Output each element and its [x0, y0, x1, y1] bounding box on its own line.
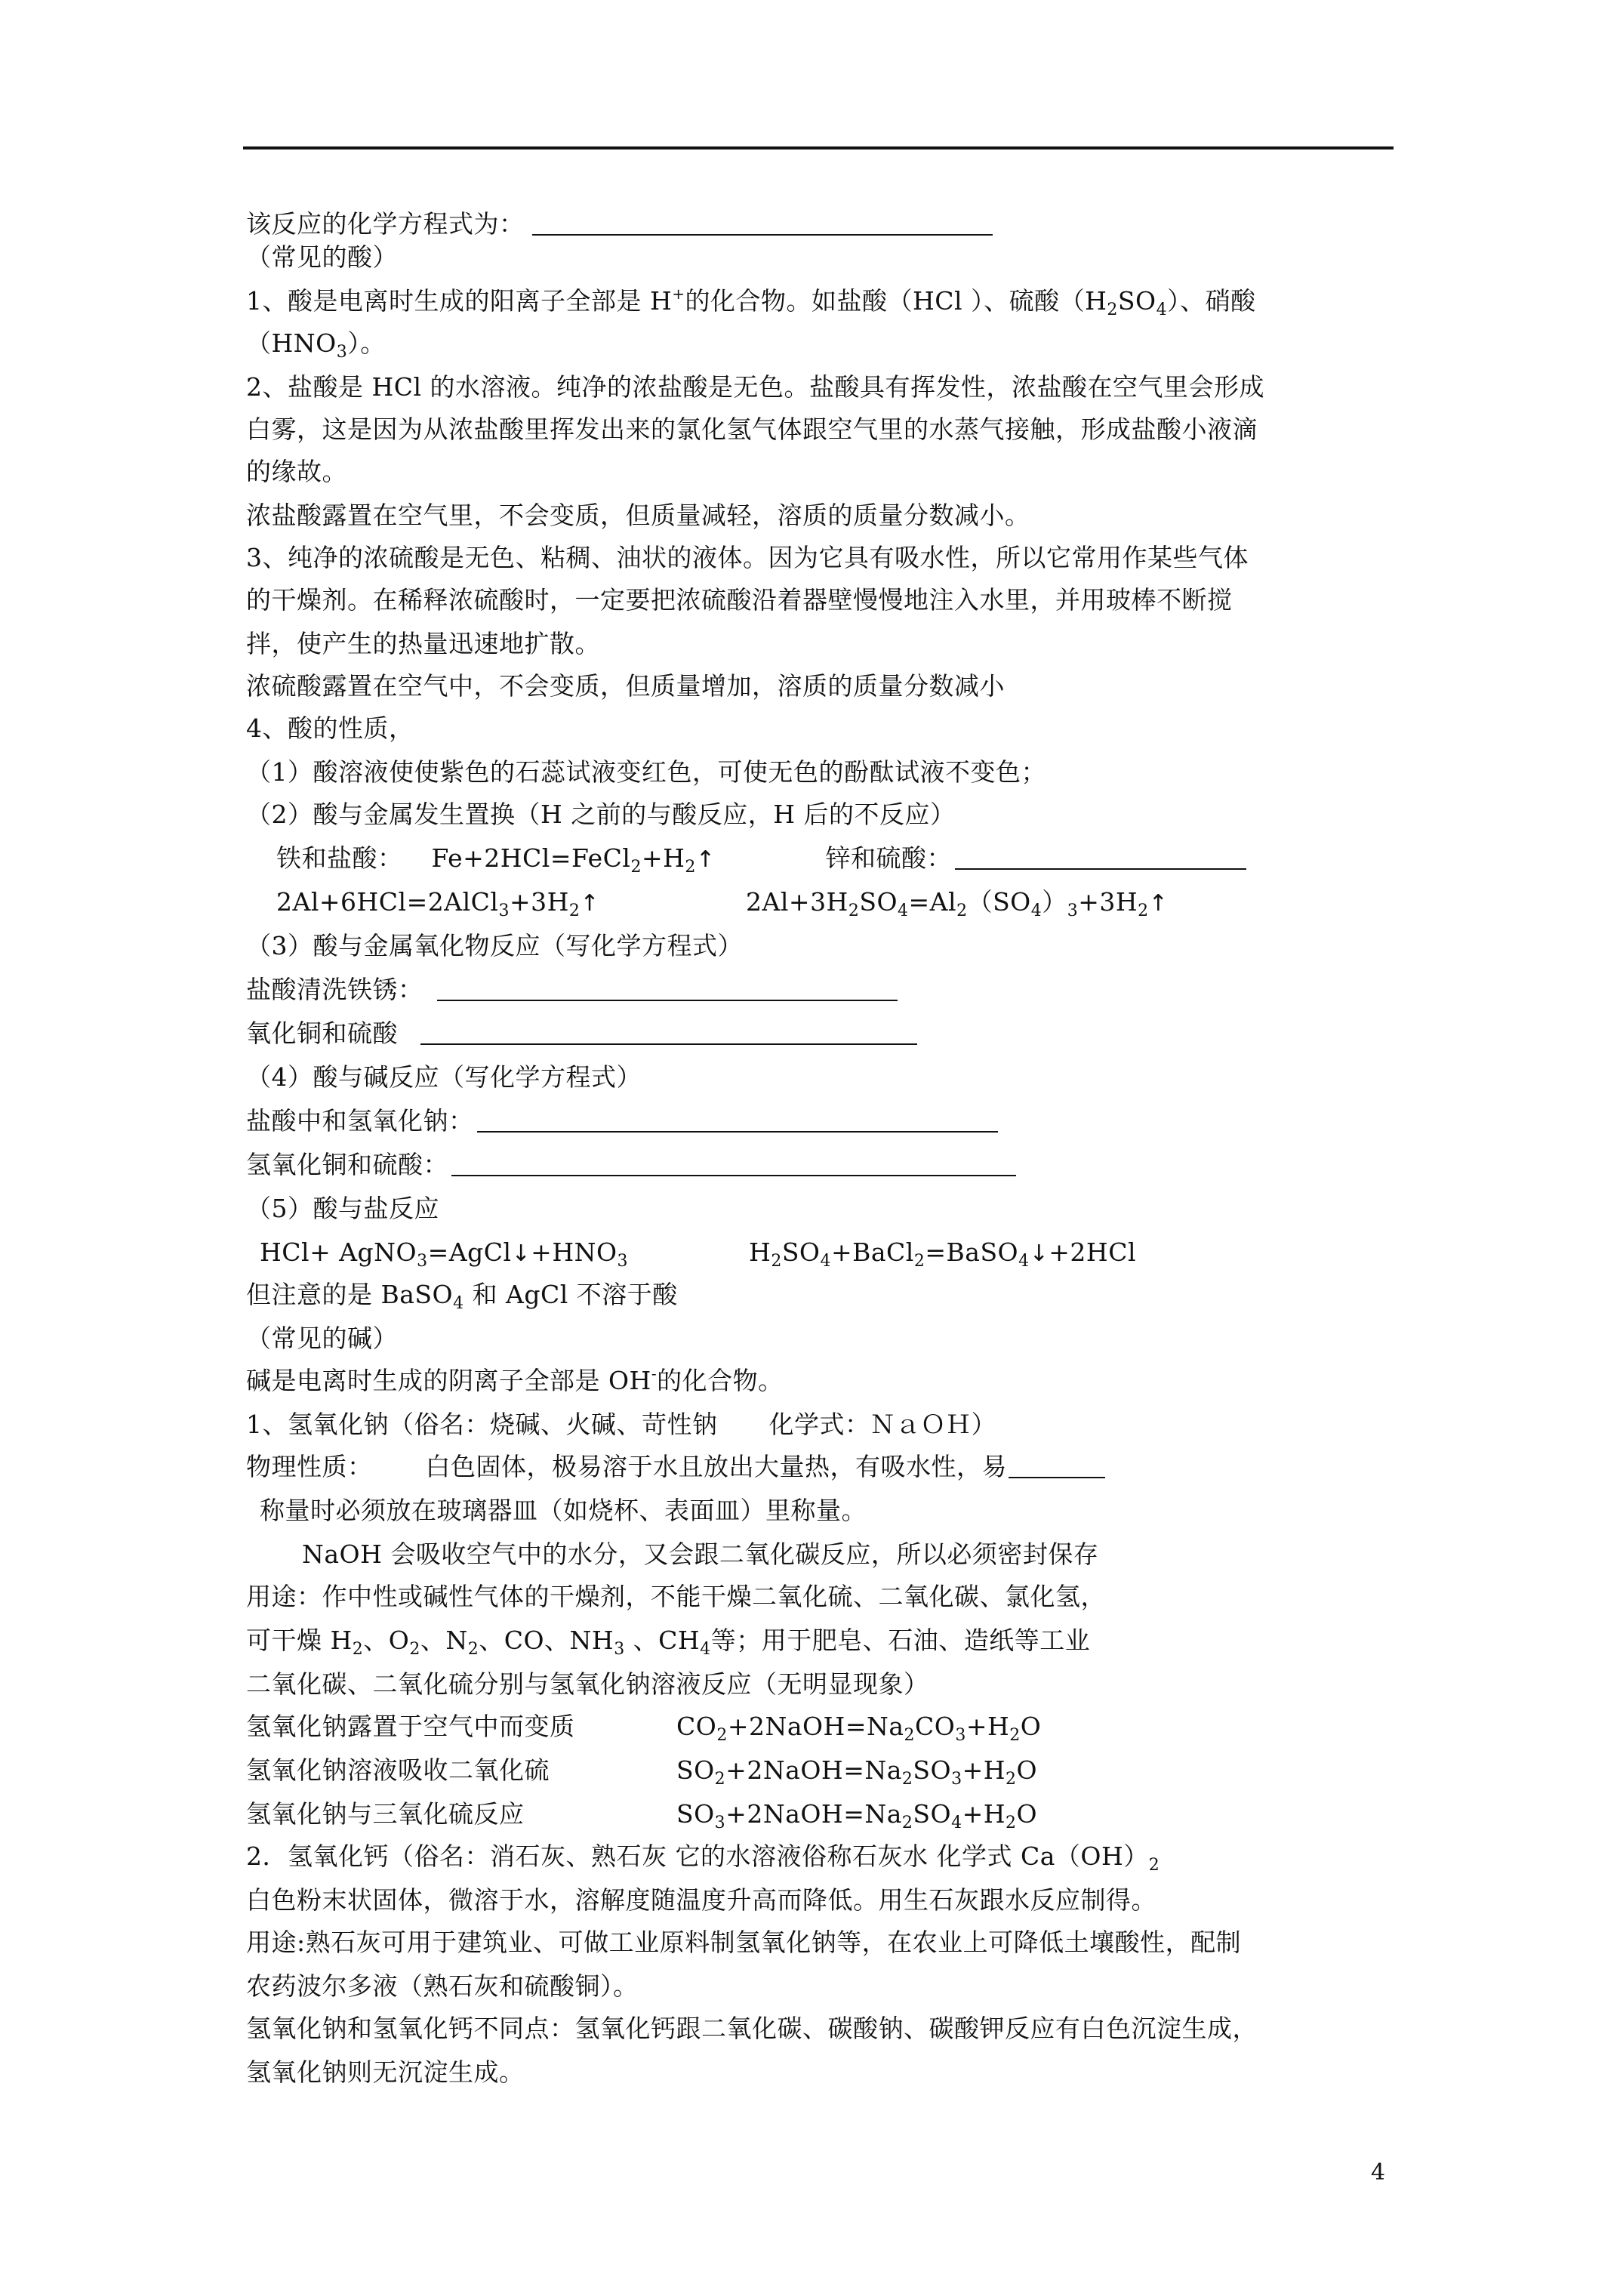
paragraph-line: 3、纯净的浓硫酸是无色、粘稠、油状的液体。因为它具有吸水性，所以它常用作某些气体: [246, 543, 1249, 572]
paragraph-line: 氢氧化钠和氢氧化钙不同点：氢氧化钙跟二氧化碳、碳酸钠、碳酸钾反应有白色沉淀生成，: [246, 2014, 1258, 2043]
line-naoh-neutralize: 盐酸中和氢氧化钠：: [246, 1104, 998, 1139]
answer-blank[interactable]: [451, 1149, 1016, 1176]
page-number: 4: [1371, 2159, 1386, 2186]
paragraph-line: 2、盐酸是 HCl 的水溶液。纯净的浓盐酸是无色。盐酸具有挥发性，浓盐酸在空气里会形成: [246, 372, 1265, 402]
paragraph-line: 用途:熟石灰可用于建筑业、可做工业原料制氢氧化钠等，在农业上可降低土壤酸性，配制: [246, 1928, 1242, 1957]
paragraph-line: 浓硫酸露置在空气中，不会变质，但质量增加，溶质的质量分数减小: [246, 671, 1005, 701]
line-dry-gases: 可干燥 $H_2$、$O_2$、$N_2$、CO、$NH_3$ 、$CH_4$等；用于肥皂、石油、造纸等工业: [246, 1626, 1091, 1659]
line-equation-prompt: 该反应的化学方程式为：: [246, 207, 993, 242]
paragraph-line: 氢氧化钠则无沉淀生成。: [246, 2057, 525, 2087]
up-arrow-icon: ↑: [580, 890, 600, 917]
paragraph-line: 白雾，这是因为从浓盐酸里挥发出来的氯化氢气体跟空气里的水蒸气接触，形成盐酸小液滴: [246, 415, 1258, 444]
answer-blank[interactable]: [420, 1018, 917, 1045]
down-arrow-icon: ↓: [1029, 1240, 1049, 1267]
line-naoh-names: 1、氢氧化钠（俗名：烧碱、火碱、苛性钠 化学式：ＮａＯＨ）: [246, 1410, 996, 1439]
line-salt-reactions: $HCl+ AgNO_3=AgCl↓+HNO_3$ $H_2SO_4+BaCl_2=BaSO_4↓+2HCl$: [260, 1237, 1136, 1271]
line-caoh2-names: 2．氢氧化钙（俗名：消石灰、熟石灰 它的水溶液俗称石灰水 化学式 $Ca(OH)_2$: [246, 1841, 1160, 1875]
paragraph-line: 二氧化碳、二氧化硫分别与氢氧化钠溶液反应（无明显现象）: [246, 1669, 929, 1699]
line-cuo: 氧化铜和硫酸: [246, 1016, 917, 1051]
paragraph-line: （1）酸溶液使使紫色的石蕊试液变红色，可使无色的酚酞试液不变色；: [246, 757, 1046, 787]
paragraph-line: 称量时必须放在玻璃器皿（如烧杯、表面皿）里称量。: [260, 1496, 867, 1525]
line-aluminum: $2Al+6HCl=2AlCl_3+3H_2↑$ $2Al+3H_2SO_4=Al_2(SO_4)_3+3H_2↑$: [276, 887, 1169, 920]
section-heading-bases: （常见的碱）: [246, 1324, 398, 1353]
answer-blank[interactable]: [437, 974, 898, 1001]
paragraph-line: （4）酸与碱反应（写化学方程式）: [246, 1062, 642, 1092]
answer-blank[interactable]: [477, 1105, 998, 1133]
line-acid-definition: 1、酸是电离时生成的阳离子全部是 H+的化合物。如盐酸（HCl ）、硫酸$(H_2SO_4)$、硝酸: [246, 285, 1256, 319]
line-naoh-co2: 氢氧化钠露置于空气中而变质 $CO_2+2NaOH=Na_2CO_3+H_2O$: [246, 1712, 1042, 1745]
paragraph-line: （3）酸与金属氧化物反应（写化学方程式）: [246, 931, 743, 960]
answer-blank[interactable]: [955, 843, 1246, 870]
line-insoluble: 但注意的是 BaSO$_4$ 和 AgCl 不溶于酸: [246, 1280, 678, 1313]
line-iron-zinc: 铁和盐酸： $Fe+2HCl=FeCl_2+H_2↑$ 锌和硫酸：: [276, 841, 1246, 877]
answer-blank[interactable]: [1009, 1451, 1105, 1478]
line-base-definition: 碱是电离时生成的阴离子全部是 OH-的化合物。: [246, 1364, 784, 1395]
line-naoh-so3: 氢氧化钠与三氧化硫反应 $SO_3+2NaOH=Na_2SO_4+H_2O$: [246, 1799, 1038, 1832]
up-arrow-icon: ↑: [695, 846, 716, 873]
line-rust: 盐酸清洗铁锈：: [246, 972, 898, 1007]
paragraph-line: （5）酸与盐反应: [246, 1194, 439, 1223]
paragraph-line: NaOH 会吸收空气中的水分，又会跟二氧化碳反应，所以必须密封保存: [302, 1539, 1099, 1569]
paragraph-line: 的缘故。: [246, 457, 347, 486]
down-arrow-icon: ↓: [511, 1240, 531, 1267]
paragraph-line: 白色粉末状固体，微溶于水，溶解度随温度升高而降低。用生石灰跟水反应制得。: [246, 1885, 1156, 1915]
paragraph-line: 的干燥剂。在稀释浓硫酸时，一定要把浓硫酸沿着器壁慢慢地注入水里，并用玻棒不断搅: [246, 585, 1233, 615]
line-physical-props: 物理性质： 白色固体，极易溶于水且放出大量热，有吸水性，易: [246, 1450, 1105, 1484]
paragraph-line: 用途：作中性或碱性气体的干燥剂，不能干燥二氧化硫、二氧化碳、氯化氢，: [246, 1582, 1106, 1611]
line-cuoh2: 氢氧化铜和硫酸：: [246, 1148, 1016, 1182]
paragraph-line: （2）酸与金属发生置换（H 之前的与酸反应，H 后的不反应）: [246, 800, 956, 829]
paragraph-line: 拌，使产生的热量迅速地扩散。: [246, 629, 600, 658]
section-heading-acids: （常见的酸）: [246, 242, 398, 272]
header-rule: [243, 146, 1394, 149]
answer-blank[interactable]: [532, 208, 993, 236]
paragraph-line: 浓盐酸露置在空气里，不会变质，但质量减轻，溶质的质量分数减小。: [246, 501, 1030, 530]
up-arrow-icon: ↑: [1148, 890, 1169, 917]
paragraph-line: 农药波尔多液（熟石灰和硫酸铜）。: [246, 1971, 639, 2001]
line-naoh-so2: 氢氧化钠溶液吸收二氧化硫 $SO_2+2NaOH=Na_2SO_3+H_2O$: [246, 1755, 1038, 1789]
line-hno3: $(HNO_3)$。: [246, 328, 386, 362]
paragraph-line: 4、酸的性质，: [246, 713, 414, 743]
